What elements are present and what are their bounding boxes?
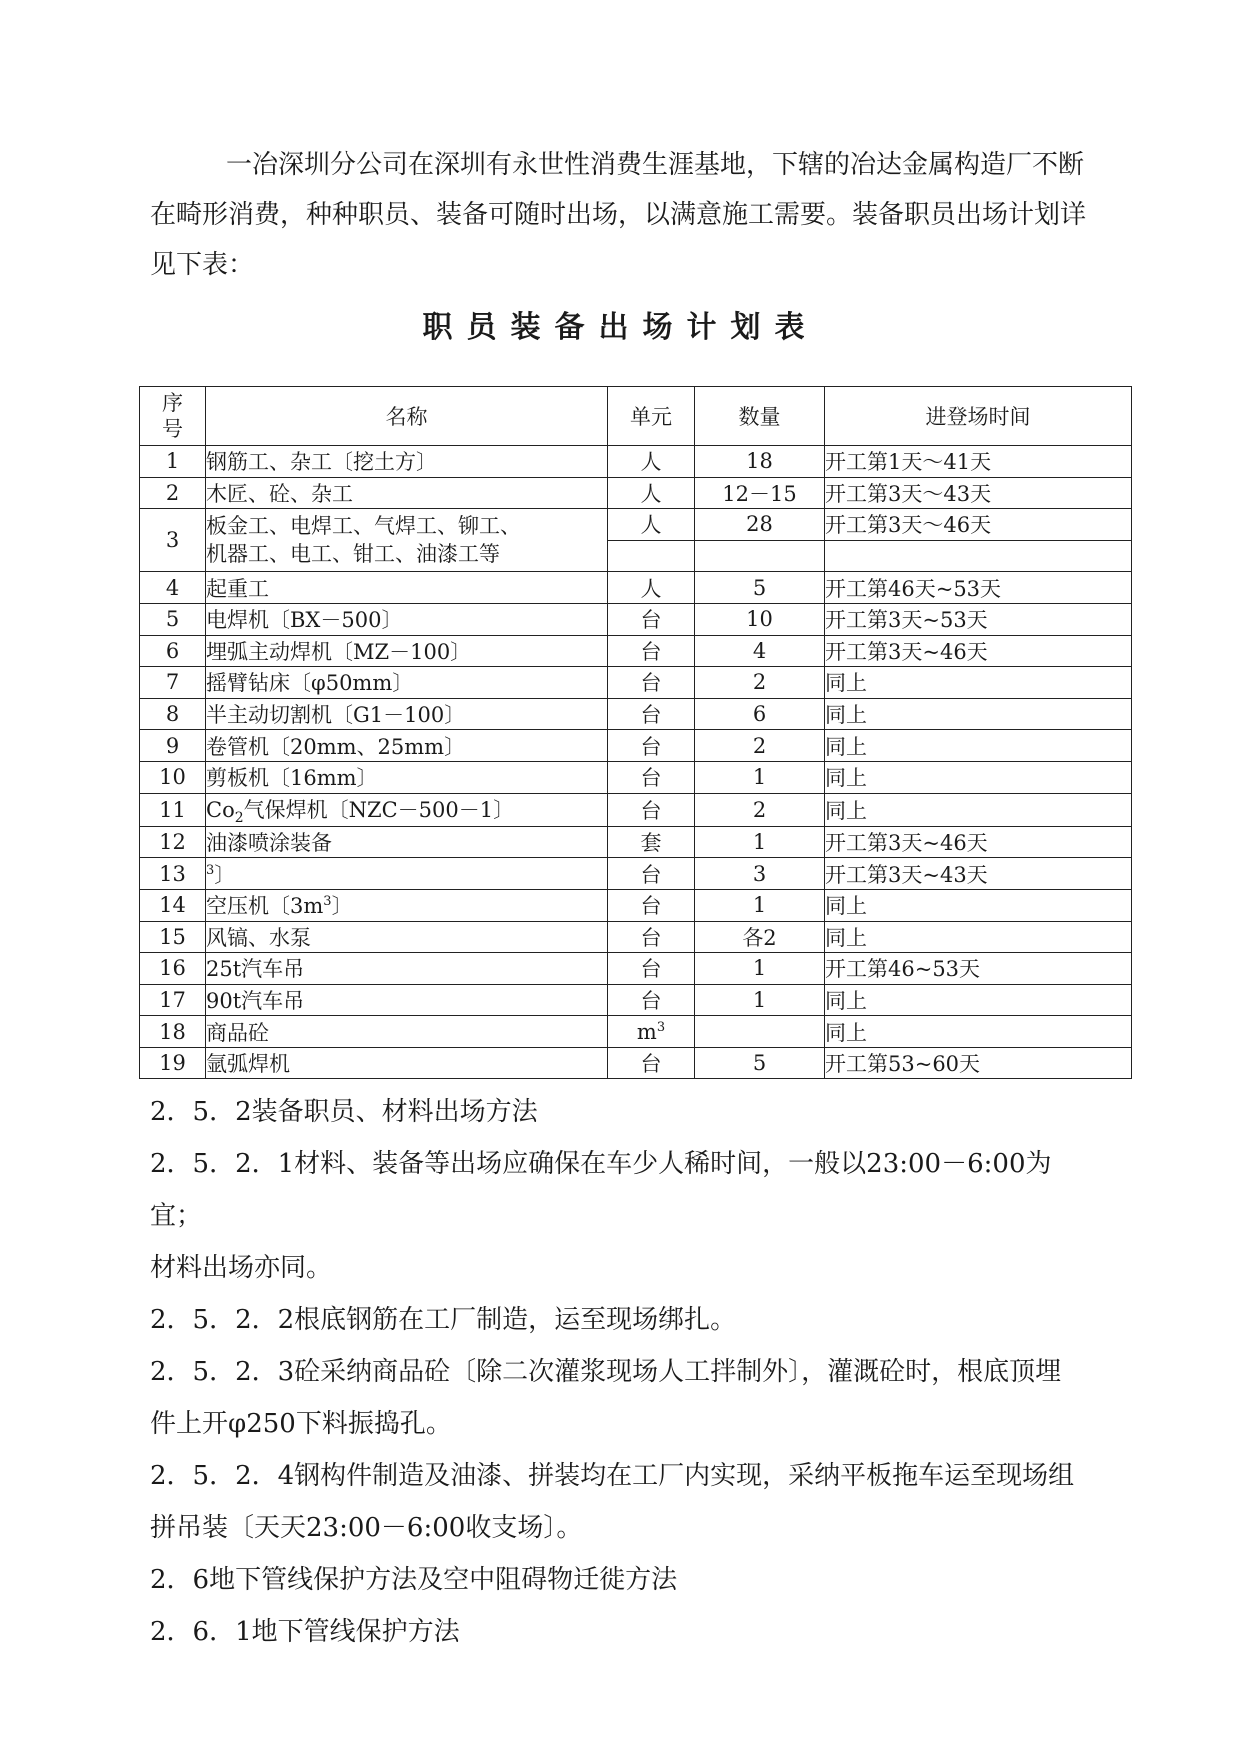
cell-qty: 1 bbox=[695, 761, 825, 793]
cell-name: 钢筋工、杂工〔挖土方〕 bbox=[206, 446, 608, 478]
cell-name: 空压机〔$3m^3$〕 bbox=[206, 889, 608, 921]
cell-time: 开工第46天~53天 bbox=[825, 572, 1132, 604]
plan-table bbox=[139, 386, 1132, 1079]
cell-unit: 台 bbox=[608, 667, 695, 699]
cell-time: 同上 bbox=[825, 730, 1132, 762]
body-line: 拼吊装〔天天23:00－6:00收支场〕。 bbox=[150, 1513, 583, 1543]
body-line: 2．5．2．4钢构件制造及油漆、拼装均在工厂内实现，采纳平板拖车运至现场组 bbox=[150, 1461, 1075, 1491]
cell-qty: 4 bbox=[695, 635, 825, 667]
cell-unit: 台 bbox=[608, 984, 695, 1016]
cell-name: 电焊机〔BX－500〕 bbox=[206, 603, 608, 635]
table-row bbox=[140, 1016, 1132, 1048]
cell-qty: 6 bbox=[695, 698, 825, 730]
cell-no: 2 bbox=[140, 477, 206, 509]
cell-unit: 人 bbox=[608, 572, 695, 604]
cell-unit: $m^3$ bbox=[608, 1016, 695, 1048]
cell-qty: 3 bbox=[695, 858, 825, 890]
cell-name: 半主动切割机〔G1－100〕 bbox=[206, 698, 608, 730]
cell-unit: 台 bbox=[608, 1047, 695, 1079]
cell-unit: 台 bbox=[608, 761, 695, 793]
body-line: 2．6．1地下管线保护方法 bbox=[150, 1617, 460, 1647]
cell-qty: 1 bbox=[695, 889, 825, 921]
table-title: 职员装备出场计划表 bbox=[422, 310, 819, 345]
cell-qty: 2 bbox=[695, 793, 825, 826]
table-row bbox=[140, 953, 1132, 985]
cell-qty bbox=[695, 1016, 825, 1048]
body-line: 2．5．2．2根底钢筋在工厂制造，运至现场绑扎。 bbox=[150, 1305, 737, 1335]
table-row bbox=[140, 984, 1132, 1016]
cell-name: 剪板机〔16mm〕 bbox=[206, 761, 608, 793]
cell-unit: 台 bbox=[608, 730, 695, 762]
cell-no: 8 bbox=[140, 698, 206, 730]
cell-qty: 1 bbox=[695, 984, 825, 1016]
cell-no: 17 bbox=[140, 984, 206, 1016]
cell-time: 开工第3天~46天 bbox=[825, 826, 1132, 858]
table-row bbox=[140, 698, 1132, 730]
cell-qty: 1 bbox=[695, 826, 825, 858]
cell-name-line1: 板金工、电焊工、气焊工、铆工、 bbox=[206, 514, 521, 539]
cell-unit: 台 bbox=[608, 698, 695, 730]
cell-no: 3 bbox=[140, 509, 206, 572]
cell-name: 氩弧焊机 bbox=[206, 1047, 608, 1079]
table-row bbox=[140, 477, 1132, 509]
cell-time: 同上 bbox=[825, 921, 1132, 953]
cell-qty-empty bbox=[695, 540, 825, 572]
header-time: 进登场时间 bbox=[825, 387, 1132, 446]
table-row bbox=[140, 509, 1132, 541]
cell-time: 同上 bbox=[825, 889, 1132, 921]
cell-no: 7 bbox=[140, 667, 206, 699]
cell-name: 木匠、砼、杂工 bbox=[206, 477, 608, 509]
cell-qty: 10 bbox=[695, 603, 825, 635]
table-row bbox=[140, 793, 1132, 826]
cell-no: 15 bbox=[140, 921, 206, 953]
cell-unit: 台 bbox=[608, 858, 695, 890]
cell-time-empty bbox=[825, 540, 1132, 572]
cell-name: 油漆喷涂装备 bbox=[206, 826, 608, 858]
table-row bbox=[140, 858, 1132, 890]
cell-name: $Co_2$气保焊机〔NZC－500－1〕 bbox=[206, 793, 608, 826]
intro-paragraph: 一冶深圳分公司在深圳有永世性消费生涯基地，下辖的冶达金属构造厂不断在畸形消费，种种职员、装备可随时出场，以满意施工需要。装备职员出场计划详见下表： bbox=[150, 150, 1087, 280]
cell-unit: 台 bbox=[608, 603, 695, 635]
cell-time: 开工第3天~43天 bbox=[825, 858, 1132, 890]
cell-qty: 各2 bbox=[695, 921, 825, 953]
table-row bbox=[140, 603, 1132, 635]
body-line: 2．5．2．3砼采纳商品砼〔除二次灌浆现场人工拌制外〕，灌溉砼时，根底顶埋 bbox=[150, 1357, 1062, 1387]
cell-time: 同上 bbox=[825, 761, 1132, 793]
body-text bbox=[150, 1086, 1100, 1658]
cell-unit: 套 bbox=[608, 826, 695, 858]
table-row bbox=[140, 1047, 1132, 1079]
cell-no: 1 bbox=[140, 446, 206, 478]
body-line: 材料出场亦同。 bbox=[150, 1253, 333, 1283]
cell-time: 开工第46~53天 bbox=[825, 953, 1132, 985]
cell-qty: 1 bbox=[695, 953, 825, 985]
cell-unit: 人 bbox=[608, 477, 695, 509]
cell-qty: 18 bbox=[695, 446, 825, 478]
cell-name: 风镐、水泵 bbox=[206, 921, 608, 953]
cell-no: 18 bbox=[140, 1016, 206, 1048]
cell-qty: 5 bbox=[695, 1047, 825, 1079]
cell-unit: 人 bbox=[608, 509, 695, 541]
cell-unit: 台 bbox=[608, 953, 695, 985]
cell-time: 开工第3天~53天 bbox=[825, 603, 1132, 635]
cell-name-line2: 机器工、电工、钳工、油漆工等 bbox=[206, 542, 500, 567]
cell-qty: 28 bbox=[695, 509, 825, 541]
cell-unit-empty bbox=[608, 540, 695, 572]
cell-name: 起重工 bbox=[206, 572, 608, 604]
body-line: 2．6地下管线保护方法及空中阻碍物迁徙方法 bbox=[150, 1565, 678, 1595]
cell-unit: 人 bbox=[608, 446, 695, 478]
table-row bbox=[140, 572, 1132, 604]
cell-time: 开工第1天～41天 bbox=[825, 446, 1132, 478]
table-row bbox=[140, 635, 1132, 667]
cell-unit: 台 bbox=[608, 793, 695, 826]
cell-name: $^3$〕 bbox=[206, 858, 608, 890]
cell-name: 埋弧主动焊机〔MZ－100〕 bbox=[206, 635, 608, 667]
cell-name: 25t汽车吊 bbox=[206, 953, 608, 985]
cell-no: 13 bbox=[140, 858, 206, 890]
cell-time: 开工第3天～43天 bbox=[825, 477, 1132, 509]
cell-time: 同上 bbox=[825, 667, 1132, 699]
cell-time: 同上 bbox=[825, 698, 1132, 730]
header-unit: 单元 bbox=[608, 387, 695, 446]
cell-qty: 12－15 bbox=[695, 477, 825, 509]
body-line: 2．5．2装备职员、材料出场方法 bbox=[150, 1097, 538, 1127]
cell-unit: 台 bbox=[608, 921, 695, 953]
cell-no: 5 bbox=[140, 603, 206, 635]
table-row bbox=[140, 826, 1132, 858]
cell-time: 同上 bbox=[825, 793, 1132, 826]
table-row bbox=[140, 446, 1132, 478]
cell-time: 同上 bbox=[825, 1016, 1132, 1048]
table-header-row bbox=[140, 387, 1132, 446]
cell-no: 11 bbox=[140, 793, 206, 826]
cell-no: 9 bbox=[140, 730, 206, 762]
cell-no: 6 bbox=[140, 635, 206, 667]
cell-name bbox=[206, 509, 608, 572]
header-name: 名称 bbox=[206, 387, 608, 446]
cell-name: 90t汽车吊 bbox=[206, 984, 608, 1016]
cell-name: 摇臂钻床〔φ50mm〕 bbox=[206, 667, 608, 699]
cell-no: 10 bbox=[140, 761, 206, 793]
table-row bbox=[140, 667, 1132, 699]
cell-no: 16 bbox=[140, 953, 206, 985]
cell-no: 19 bbox=[140, 1047, 206, 1079]
cell-time: 开工第53~60天 bbox=[825, 1047, 1132, 1079]
cell-no: 4 bbox=[140, 572, 206, 604]
cell-qty: 2 bbox=[695, 667, 825, 699]
cell-no: 12 bbox=[140, 826, 206, 858]
table-row bbox=[140, 761, 1132, 793]
header-no: 序 号 bbox=[140, 387, 206, 446]
header-qty: 数量 bbox=[695, 387, 825, 446]
cell-qty: 2 bbox=[695, 730, 825, 762]
body-line: 2．5．2．1材料、装备等出场应确保在车少人稀时间，一般以23:00－6:00为宜； bbox=[150, 1149, 1052, 1231]
cell-name: 卷管机〔20mm、25mm〕 bbox=[206, 730, 608, 762]
cell-time: 同上 bbox=[825, 984, 1132, 1016]
cell-unit: 台 bbox=[608, 889, 695, 921]
cell-no: 14 bbox=[140, 889, 206, 921]
cell-time: 开工第3天~46天 bbox=[825, 635, 1132, 667]
cell-qty: 5 bbox=[695, 572, 825, 604]
cell-name: 商品砼 bbox=[206, 1016, 608, 1048]
cell-time: 开工第3天～46天 bbox=[825, 509, 1132, 541]
cell-unit: 台 bbox=[608, 635, 695, 667]
table-row bbox=[140, 889, 1132, 921]
table-row bbox=[140, 730, 1132, 762]
table-row bbox=[140, 921, 1132, 953]
body-line: 件上开φ250下料振捣孔。 bbox=[150, 1409, 452, 1439]
